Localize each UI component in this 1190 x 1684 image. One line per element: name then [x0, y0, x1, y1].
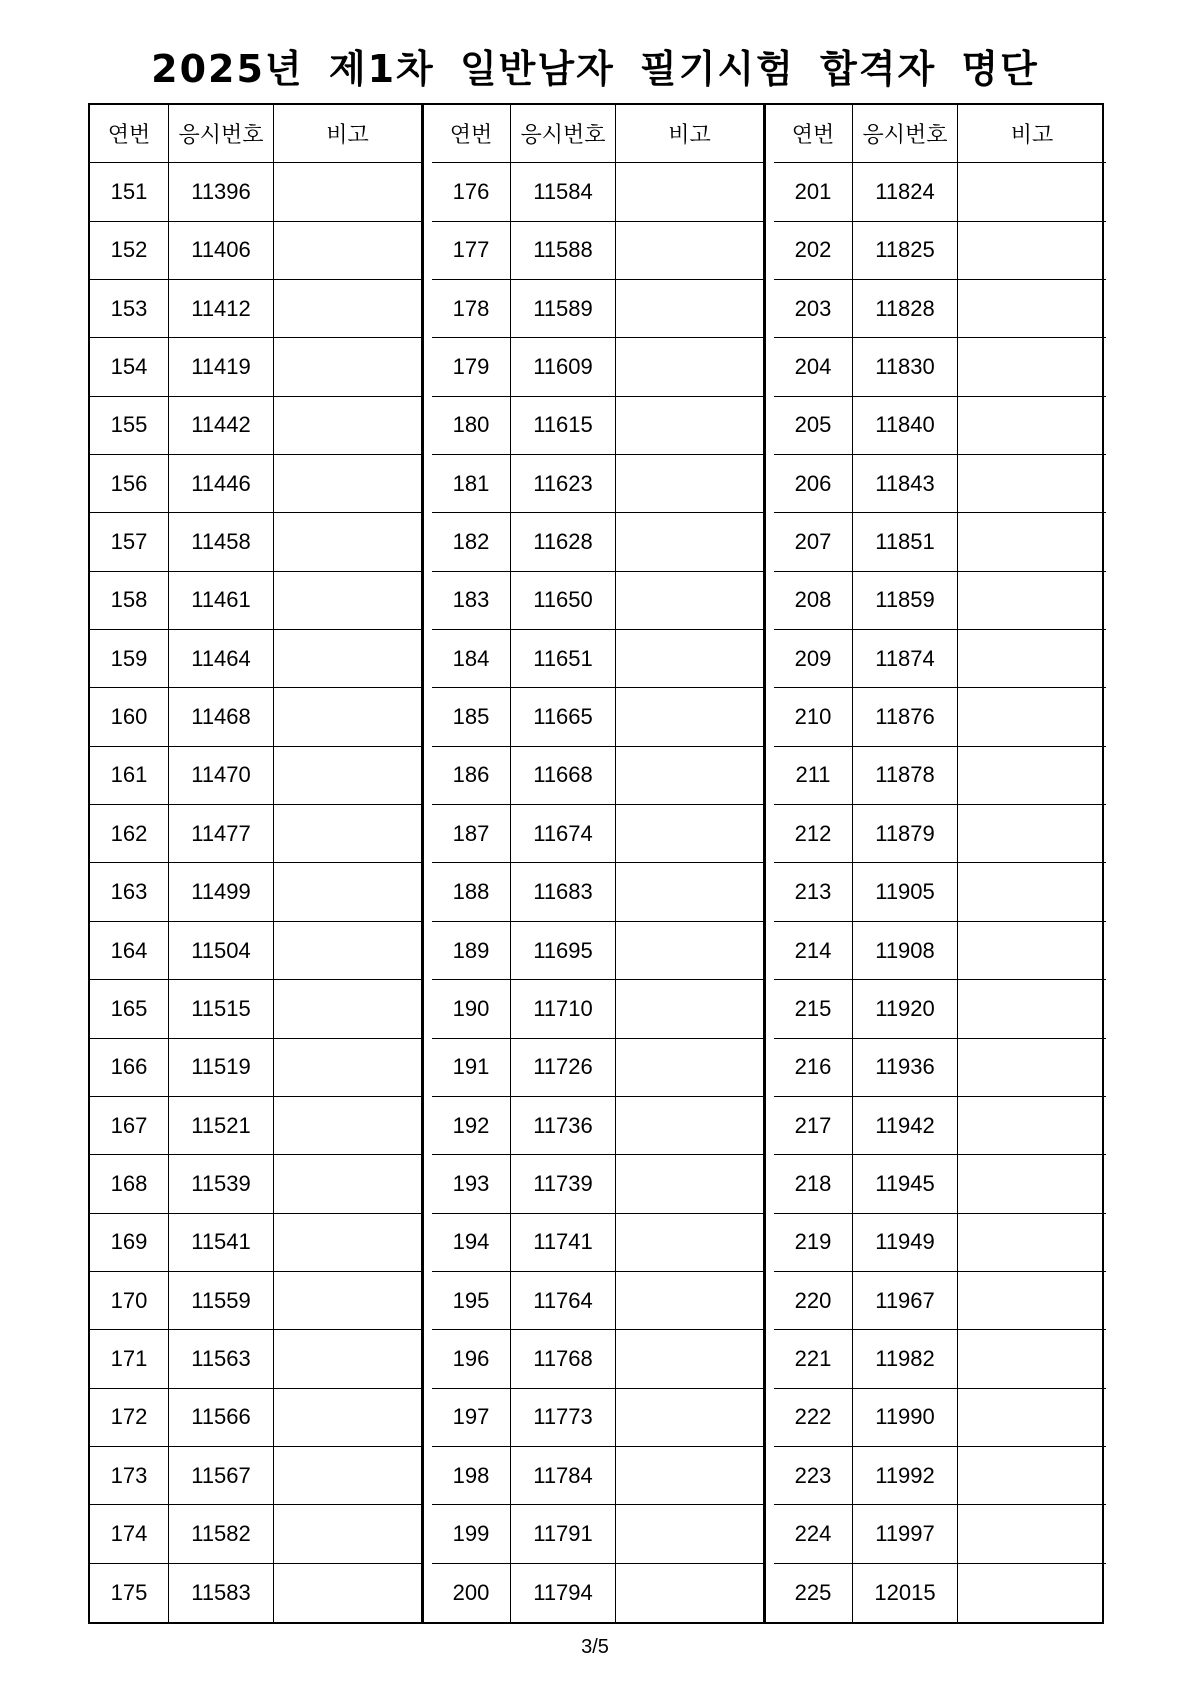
note-cell	[616, 863, 764, 921]
exam-number-cell: 11650	[511, 572, 616, 630]
exam-number-cell: 11859	[853, 572, 958, 630]
note-cell	[274, 1564, 422, 1622]
note-cell	[958, 513, 1106, 571]
seq-cell: 178	[432, 280, 511, 338]
note-cell	[274, 338, 422, 396]
exam-number-cell: 11874	[853, 630, 958, 688]
seq-cell: 163	[90, 863, 169, 921]
note-cell	[958, 980, 1106, 1038]
note-cell	[958, 338, 1106, 396]
exam-number-cell: 11458	[169, 513, 274, 571]
exam-number-cell: 11521	[169, 1097, 274, 1155]
note-cell	[274, 1272, 422, 1330]
exam-number-cell: 11741	[511, 1214, 616, 1272]
exam-number-cell: 11843	[853, 455, 958, 513]
exam-number-cell: 11768	[511, 1330, 616, 1388]
seq-cell: 189	[432, 922, 511, 980]
exam-number-cell: 11539	[169, 1155, 274, 1213]
seq-cell: 152	[90, 222, 169, 280]
exam-number-cell: 11461	[169, 572, 274, 630]
note-cell	[274, 397, 422, 455]
exam-number-cell: 11674	[511, 805, 616, 863]
exam-number-cell: 11739	[511, 1155, 616, 1213]
exam-number-cell: 11908	[853, 922, 958, 980]
exam-number-cell: 11794	[511, 1564, 616, 1622]
exam-number-cell: 11997	[853, 1505, 958, 1563]
note-cell	[616, 805, 764, 863]
note-cell	[274, 222, 422, 280]
note-cell	[274, 1505, 422, 1563]
exam-number-cell: 11583	[169, 1564, 274, 1622]
column-divider	[764, 105, 766, 1622]
note-cell	[958, 1389, 1106, 1447]
exam-number-cell: 11710	[511, 980, 616, 1038]
note-cell	[616, 397, 764, 455]
header-note: 비고	[274, 105, 422, 163]
note-cell	[616, 338, 764, 396]
note-cell	[958, 280, 1106, 338]
note-cell	[616, 1155, 764, 1213]
note-cell	[958, 922, 1106, 980]
header-seq: 연번	[774, 105, 853, 163]
seq-cell: 212	[774, 805, 853, 863]
note-cell	[616, 513, 764, 571]
note-cell	[616, 1039, 764, 1097]
seq-cell: 172	[90, 1389, 169, 1447]
note-cell	[958, 1097, 1106, 1155]
note-cell	[616, 222, 764, 280]
exam-number-cell: 11464	[169, 630, 274, 688]
exam-number-cell: 11615	[511, 397, 616, 455]
note-cell	[274, 1155, 422, 1213]
exam-number-cell: 11876	[853, 688, 958, 746]
exam-number-cell: 11419	[169, 338, 274, 396]
exam-number-cell: 11566	[169, 1389, 274, 1447]
seq-cell: 161	[90, 747, 169, 805]
note-cell	[274, 922, 422, 980]
note-cell	[616, 1214, 764, 1272]
note-cell	[616, 747, 764, 805]
note-cell	[616, 922, 764, 980]
note-cell	[274, 863, 422, 921]
exam-number-cell: 11878	[853, 747, 958, 805]
seq-cell: 181	[432, 455, 511, 513]
exam-number-cell: 11736	[511, 1097, 616, 1155]
note-cell	[958, 222, 1106, 280]
exam-number-cell: 11695	[511, 922, 616, 980]
table-block	[774, 105, 1106, 1622]
seq-cell: 170	[90, 1272, 169, 1330]
seq-cell: 173	[90, 1447, 169, 1505]
exam-number-cell: 11651	[511, 630, 616, 688]
exam-number-cell: 11668	[511, 747, 616, 805]
note-cell	[274, 747, 422, 805]
exam-number-cell: 11559	[169, 1272, 274, 1330]
note-cell	[958, 572, 1106, 630]
exam-number-cell: 11683	[511, 863, 616, 921]
seq-cell: 219	[774, 1214, 853, 1272]
note-cell	[616, 1564, 764, 1622]
exam-number-cell: 11406	[169, 222, 274, 280]
exam-number-cell: 12015	[853, 1564, 958, 1622]
note-cell	[958, 1214, 1106, 1272]
exam-number-cell: 11584	[511, 163, 616, 221]
exam-number-cell: 11945	[853, 1155, 958, 1213]
exam-number-cell: 11396	[169, 163, 274, 221]
exam-number-cell: 11825	[853, 222, 958, 280]
seq-cell: 165	[90, 980, 169, 1038]
exam-number-cell: 11828	[853, 280, 958, 338]
seq-cell: 157	[90, 513, 169, 571]
note-cell	[958, 1505, 1106, 1563]
note-cell	[616, 1447, 764, 1505]
seq-cell: 202	[774, 222, 853, 280]
note-cell	[958, 163, 1106, 221]
note-cell	[958, 1272, 1106, 1330]
seq-cell: 217	[774, 1097, 853, 1155]
seq-cell: 180	[432, 397, 511, 455]
note-cell	[274, 280, 422, 338]
note-cell	[274, 805, 422, 863]
exam-number-cell: 11589	[511, 280, 616, 338]
header-exam-no: 응시번호	[169, 105, 274, 163]
seq-cell: 186	[432, 747, 511, 805]
seq-cell: 223	[774, 1447, 853, 1505]
exam-number-cell: 11623	[511, 455, 616, 513]
seq-cell: 182	[432, 513, 511, 571]
seq-cell: 206	[774, 455, 853, 513]
seq-cell: 188	[432, 863, 511, 921]
note-cell	[958, 688, 1106, 746]
seq-cell: 215	[774, 980, 853, 1038]
seq-cell: 216	[774, 1039, 853, 1097]
exam-number-cell: 11588	[511, 222, 616, 280]
exam-number-cell: 11519	[169, 1039, 274, 1097]
exam-number-cell: 11442	[169, 397, 274, 455]
note-cell	[958, 455, 1106, 513]
seq-cell: 200	[432, 1564, 511, 1622]
exam-number-cell: 11840	[853, 397, 958, 455]
note-cell	[274, 1039, 422, 1097]
exam-number-cell: 11468	[169, 688, 274, 746]
header-seq: 연번	[432, 105, 511, 163]
exam-number-cell: 11905	[853, 863, 958, 921]
note-cell	[616, 1272, 764, 1330]
seq-cell: 168	[90, 1155, 169, 1213]
seq-cell: 160	[90, 688, 169, 746]
exam-number-cell: 11412	[169, 280, 274, 338]
note-cell	[958, 863, 1106, 921]
seq-cell: 179	[432, 338, 511, 396]
note-cell	[616, 1389, 764, 1447]
exam-number-cell: 11609	[511, 338, 616, 396]
note-cell	[274, 630, 422, 688]
exam-number-cell: 11515	[169, 980, 274, 1038]
note-cell	[274, 1097, 422, 1155]
seq-cell: 164	[90, 922, 169, 980]
exam-number-cell: 11942	[853, 1097, 958, 1155]
header-note: 비고	[958, 105, 1106, 163]
exam-number-cell: 11784	[511, 1447, 616, 1505]
seq-cell: 153	[90, 280, 169, 338]
table-block	[432, 105, 764, 1622]
seq-cell: 213	[774, 863, 853, 921]
note-cell	[616, 455, 764, 513]
seq-cell: 201	[774, 163, 853, 221]
exam-number-cell: 11967	[853, 1272, 958, 1330]
seq-cell: 167	[90, 1097, 169, 1155]
note-cell	[958, 1447, 1106, 1505]
note-cell	[274, 1330, 422, 1388]
exam-number-cell: 11726	[511, 1039, 616, 1097]
exam-number-cell: 11477	[169, 805, 274, 863]
seq-cell: 197	[432, 1389, 511, 1447]
seq-cell: 220	[774, 1272, 853, 1330]
note-cell	[274, 163, 422, 221]
note-cell	[274, 455, 422, 513]
exam-number-cell: 11628	[511, 513, 616, 571]
note-cell	[274, 513, 422, 571]
seq-cell: 183	[432, 572, 511, 630]
seq-cell: 225	[774, 1564, 853, 1622]
seq-cell: 210	[774, 688, 853, 746]
seq-cell: 177	[432, 222, 511, 280]
header-seq: 연번	[90, 105, 169, 163]
seq-cell: 156	[90, 455, 169, 513]
exam-number-cell: 11499	[169, 863, 274, 921]
exam-number-cell: 11764	[511, 1272, 616, 1330]
seq-cell: 218	[774, 1155, 853, 1213]
results-table	[88, 103, 1104, 1624]
exam-number-cell: 11665	[511, 688, 616, 746]
seq-cell: 171	[90, 1330, 169, 1388]
note-cell	[274, 688, 422, 746]
exam-number-cell: 11504	[169, 922, 274, 980]
page-number: 3/5	[581, 1636, 609, 1658]
seq-cell: 184	[432, 630, 511, 688]
note-cell	[274, 1214, 422, 1272]
seq-cell: 195	[432, 1272, 511, 1330]
seq-cell: 221	[774, 1330, 853, 1388]
note-cell	[616, 1330, 764, 1388]
seq-cell: 191	[432, 1039, 511, 1097]
note-cell	[958, 1330, 1106, 1388]
seq-cell: 193	[432, 1155, 511, 1213]
seq-cell: 204	[774, 338, 853, 396]
seq-cell: 207	[774, 513, 853, 571]
seq-cell: 162	[90, 805, 169, 863]
note-cell	[958, 630, 1106, 688]
exam-number-cell: 11567	[169, 1447, 274, 1505]
column-divider	[422, 105, 424, 1622]
seq-cell: 222	[774, 1389, 853, 1447]
note-cell	[274, 572, 422, 630]
note-cell	[958, 805, 1106, 863]
exam-number-cell: 11992	[853, 1447, 958, 1505]
header-exam-no: 응시번호	[511, 105, 616, 163]
seq-cell: 214	[774, 922, 853, 980]
seq-cell: 205	[774, 397, 853, 455]
exam-number-cell: 11773	[511, 1389, 616, 1447]
note-cell	[616, 572, 764, 630]
seq-cell: 158	[90, 572, 169, 630]
exam-number-cell: 11830	[853, 338, 958, 396]
note-cell	[616, 980, 764, 1038]
seq-cell: 199	[432, 1505, 511, 1563]
note-cell	[958, 1039, 1106, 1097]
seq-cell: 166	[90, 1039, 169, 1097]
seq-cell: 154	[90, 338, 169, 396]
seq-cell: 159	[90, 630, 169, 688]
note-cell	[274, 1389, 422, 1447]
table-block	[90, 105, 422, 1622]
seq-cell: 211	[774, 747, 853, 805]
exam-number-cell: 11563	[169, 1330, 274, 1388]
exam-number-cell: 11851	[853, 513, 958, 571]
exam-number-cell: 11936	[853, 1039, 958, 1097]
note-cell	[616, 688, 764, 746]
note-cell	[616, 1505, 764, 1563]
exam-number-cell: 11541	[169, 1214, 274, 1272]
seq-cell: 194	[432, 1214, 511, 1272]
exam-number-cell: 11879	[853, 805, 958, 863]
note-cell	[274, 1447, 422, 1505]
seq-cell: 185	[432, 688, 511, 746]
seq-cell: 196	[432, 1330, 511, 1388]
header-exam-no: 응시번호	[853, 105, 958, 163]
exam-number-cell: 11446	[169, 455, 274, 513]
seq-cell: 224	[774, 1505, 853, 1563]
note-cell	[616, 630, 764, 688]
seq-cell: 174	[90, 1505, 169, 1563]
seq-cell: 192	[432, 1097, 511, 1155]
seq-cell: 208	[774, 572, 853, 630]
exam-number-cell: 11582	[169, 1505, 274, 1563]
note-cell	[958, 1155, 1106, 1213]
seq-cell: 175	[90, 1564, 169, 1622]
header-note: 비고	[616, 105, 764, 163]
exam-number-cell: 11949	[853, 1214, 958, 1272]
seq-cell: 176	[432, 163, 511, 221]
exam-number-cell: 11470	[169, 747, 274, 805]
seq-cell: 155	[90, 397, 169, 455]
seq-cell: 187	[432, 805, 511, 863]
note-cell	[958, 747, 1106, 805]
exam-number-cell: 11990	[853, 1389, 958, 1447]
seq-cell: 203	[774, 280, 853, 338]
exam-number-cell: 11920	[853, 980, 958, 1038]
page-title: 2025년 제1차 일반남자 필기시험 합격자 명단	[151, 47, 1039, 91]
seq-cell: 151	[90, 163, 169, 221]
note-cell	[958, 397, 1106, 455]
seq-cell: 198	[432, 1447, 511, 1505]
note-cell	[616, 163, 764, 221]
note-cell	[958, 1564, 1106, 1622]
exam-number-cell: 11824	[853, 163, 958, 221]
seq-cell: 190	[432, 980, 511, 1038]
note-cell	[274, 980, 422, 1038]
exam-number-cell: 11791	[511, 1505, 616, 1563]
note-cell	[616, 280, 764, 338]
seq-cell: 169	[90, 1214, 169, 1272]
exam-number-cell: 11982	[853, 1330, 958, 1388]
seq-cell: 209	[774, 630, 853, 688]
note-cell	[616, 1097, 764, 1155]
